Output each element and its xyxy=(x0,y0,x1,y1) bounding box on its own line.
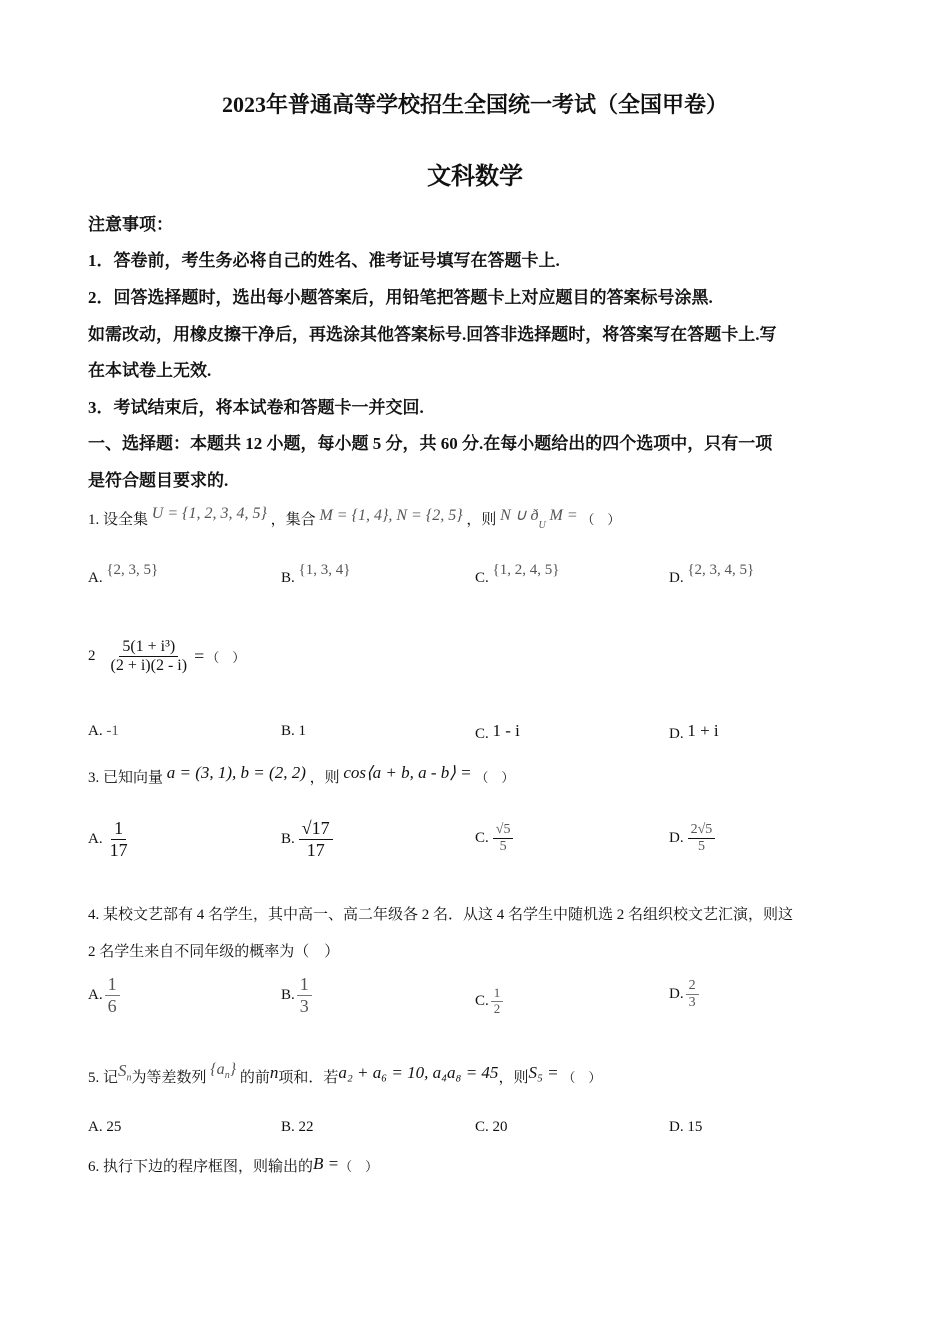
q2-denominator: (2 + i)(2 - i) xyxy=(110,657,188,675)
answer-paren: （ ） xyxy=(562,1070,602,1085)
option-d: D. {2, 3, 4, 5} xyxy=(669,562,755,586)
section-heading: 一、选择题：本题共 12 小题，每小题 5 分，共 60 分.在每小题给出的四个选项中，只有一项 xyxy=(88,434,773,453)
q3-vectors: a = (3, 1), b = (2, 2) xyxy=(166,763,306,782)
option-d: D. $\frac{2√5}{5}$ xyxy=(669,822,715,855)
option-c: C. 1 - i xyxy=(475,721,520,742)
question-2 xyxy=(88,638,245,676)
q3-expr: cos⟨a + b, a - b⟩ = xyxy=(343,763,472,782)
answer-paren: （ ） xyxy=(475,770,515,785)
option-d: D. 1 + i xyxy=(669,721,719,742)
question-4-cont: 2 名学生来自不同年级的概率为（ ） xyxy=(88,944,340,960)
question-4: 4. 某校文艺部有 4 名学生，其中高一、高二年级各 2 名．从这 4 名学生中随机选 2 名组织校文艺汇演，则这 xyxy=(88,907,794,923)
notice-item: 3．考试结束后，将本试卷和答题卡一并交回. xyxy=(88,398,424,417)
option-c: C. {1, 2, 4, 5} xyxy=(475,562,560,586)
option-c: C. $\frac{1}{2}$ xyxy=(475,986,503,1017)
q5-label: 5. 记 xyxy=(88,1070,119,1086)
option-b: B. $\frac{√17}{17}$ xyxy=(281,818,333,860)
q6-b: B = xyxy=(313,1154,340,1173)
question-5: 5. 记$S_n$为等差数列 $\{a_n\}$ 的前n项和．若a₂ + a₆ = 10, a₄a₈ = 45，则S₅ = （ ） xyxy=(88,1061,602,1086)
q1-set-u: U = {1, 2, 3, 4, 5} xyxy=(151,505,267,522)
q1-expr2: M = xyxy=(549,507,578,524)
option-a: A. {2, 3, 5} xyxy=(88,562,159,586)
q1-set-m: M = {1, 4} xyxy=(319,507,389,524)
q2-eq: = xyxy=(194,646,205,667)
q5-n: n xyxy=(269,1063,279,1082)
q1-expr-sub: U xyxy=(538,520,546,531)
q2-label: 2 xyxy=(88,648,96,665)
option-a: A. -1 xyxy=(88,723,119,739)
option-c: C. 20 xyxy=(475,1119,508,1135)
option-a: A. $\frac{1}{17}$ xyxy=(88,818,128,860)
q5-s5: S₅ = xyxy=(528,1063,559,1082)
section-heading-cont: 是符合题目要求的. xyxy=(88,471,229,490)
q2-fraction xyxy=(108,638,191,676)
question-6 xyxy=(88,1155,378,1176)
option-b: B. {1, 3, 4} xyxy=(281,562,351,586)
q3-label: 3. 已知向量 xyxy=(88,770,164,786)
q5-sn: $S_n$ xyxy=(118,1061,132,1084)
q5-condition: a₂ + a₆ = 10, a₄a₈ = 45 xyxy=(338,1063,499,1082)
option-a: A. 25 xyxy=(88,1119,122,1135)
q1-expr: N ∪ ð xyxy=(500,507,539,524)
q6-text: 6. 执行下边的程序框图，则输出的 xyxy=(88,1159,314,1175)
option-d: D. $\frac{2}{3}$ xyxy=(669,978,699,1011)
q1-sep2: ，则 xyxy=(466,512,497,528)
answer-paren: （ ） xyxy=(206,650,246,666)
question-1 xyxy=(88,505,621,531)
option-b: B. 22 xyxy=(281,1119,314,1135)
option-c: C. $\frac{√5}{5}$ xyxy=(475,822,513,855)
option-a: A. $\frac{1}{6}$ xyxy=(88,974,120,1016)
notice-item: 在本试卷上无效. xyxy=(88,361,212,380)
q5-an: $\{a_n\}$ xyxy=(210,1061,237,1082)
question-3 xyxy=(88,763,515,787)
q2-numerator: 5(1 + i³) xyxy=(119,638,178,657)
exam-subtitle: 文科数学 xyxy=(427,164,523,190)
option-b: B. $\frac{1}{3}$ xyxy=(281,974,312,1016)
q1-sep: ，集合 xyxy=(270,512,316,528)
option-d: D. 15 xyxy=(669,1119,703,1135)
notice-item: 2．回答选择题时，选出每小题答案后，用铅笔把答题卡上对应题目的答案标号涂黑. xyxy=(88,288,713,307)
exam-title: 2023年普通高等学校招生全国统一考试（全国甲卷） xyxy=(221,92,728,117)
answer-paren: （ ） xyxy=(339,1159,379,1174)
option-b: B. 1 xyxy=(281,723,307,739)
notice-item: 如需改动，用橡皮擦干净后，再选涂其他答案标号.回答非选择题时，将答案写在答题卡上.写 xyxy=(88,325,777,344)
q1-set-n: , N = {2, 5} xyxy=(388,507,463,524)
q1-label: 1. 设全集 xyxy=(88,512,149,528)
notice-item: 1．答卷前，考生务必将自己的姓名、准考证号填写在答题卡上. xyxy=(88,251,560,270)
answer-paren: （ ） xyxy=(581,512,621,527)
q3-sep: ，则 xyxy=(309,770,340,786)
notice-heading: 注意事项： xyxy=(88,215,173,234)
